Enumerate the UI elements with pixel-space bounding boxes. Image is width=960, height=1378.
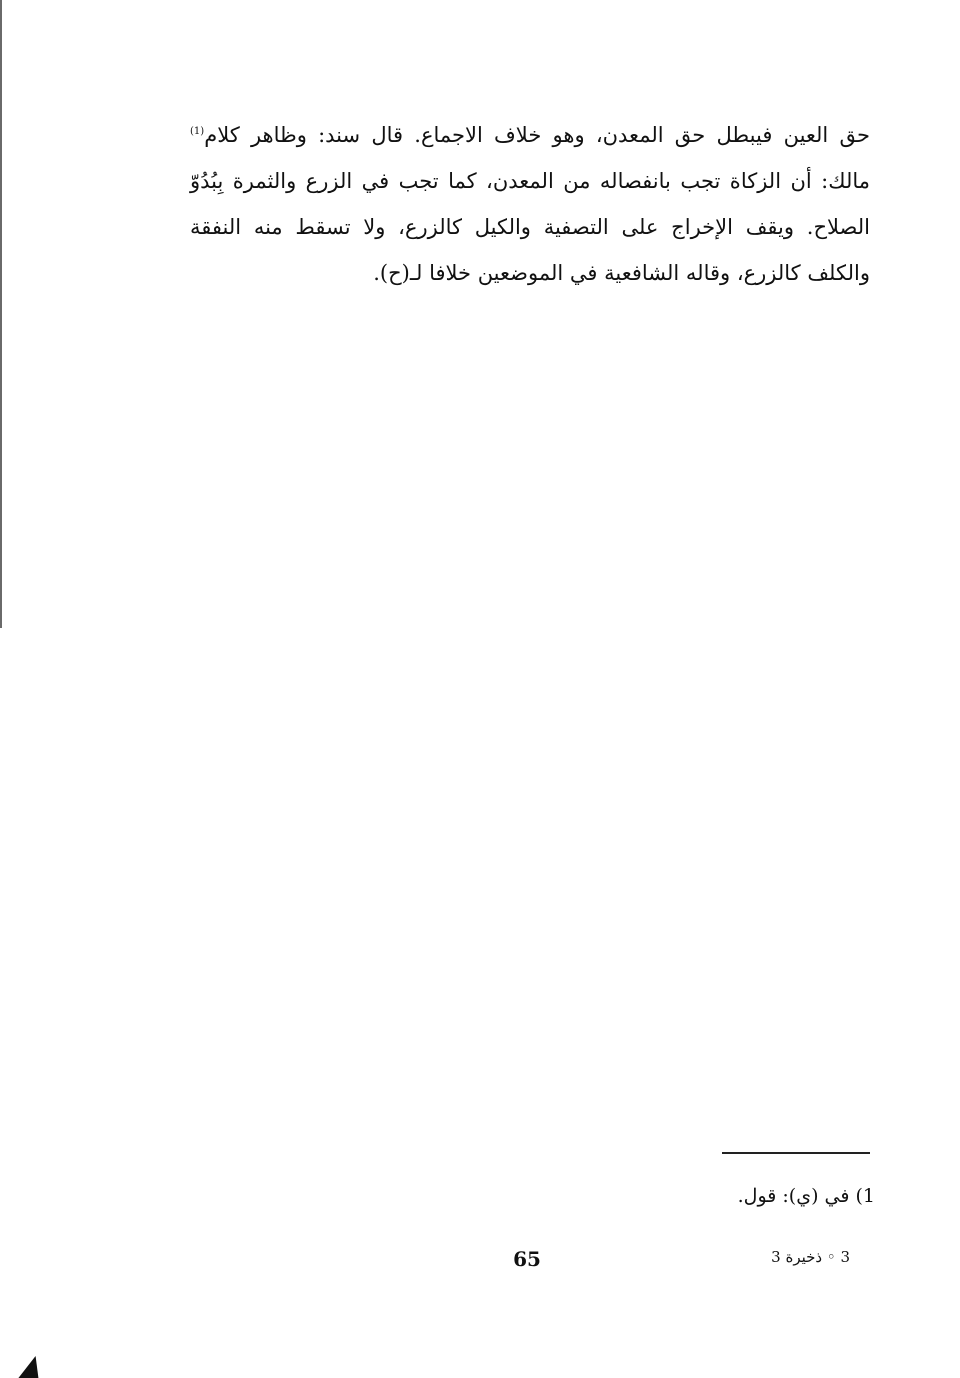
scan-corner-mark (18, 1356, 45, 1378)
text-line-4: والكلف كالزرع، وقاله الشافعية في الموضعين خلافا لـ(ح). (373, 261, 870, 285)
main-text-block (190, 112, 870, 296)
page-number: 65 (513, 1247, 541, 1271)
text-line-2: مالك: أن الزكاة تجب بانفصاله من المعدن، كما تجب في الزرع والثمرة بِبُدُوّ (190, 169, 870, 193)
text-line-3: الصلاح. ويقف الإخراج على التصفية والكيل كالزرع، ولا تسقط منه النفقة (190, 215, 870, 239)
printer-signature-mark: 3 ◦ ذخيرة 3 (771, 1248, 850, 1266)
footnote: 1) في (ي): قول. (737, 1185, 875, 1207)
text-line-1-content: حق العين فيبطل حق المعدن، وهو خلاف الاجماع. قال سند: وظاهر كلام (204, 123, 870, 147)
scan-edge-line (0, 0, 2, 628)
text-line-1 (190, 112, 870, 158)
footnote-marker: (1) (190, 126, 205, 137)
footnote-separator (722, 1152, 870, 1154)
